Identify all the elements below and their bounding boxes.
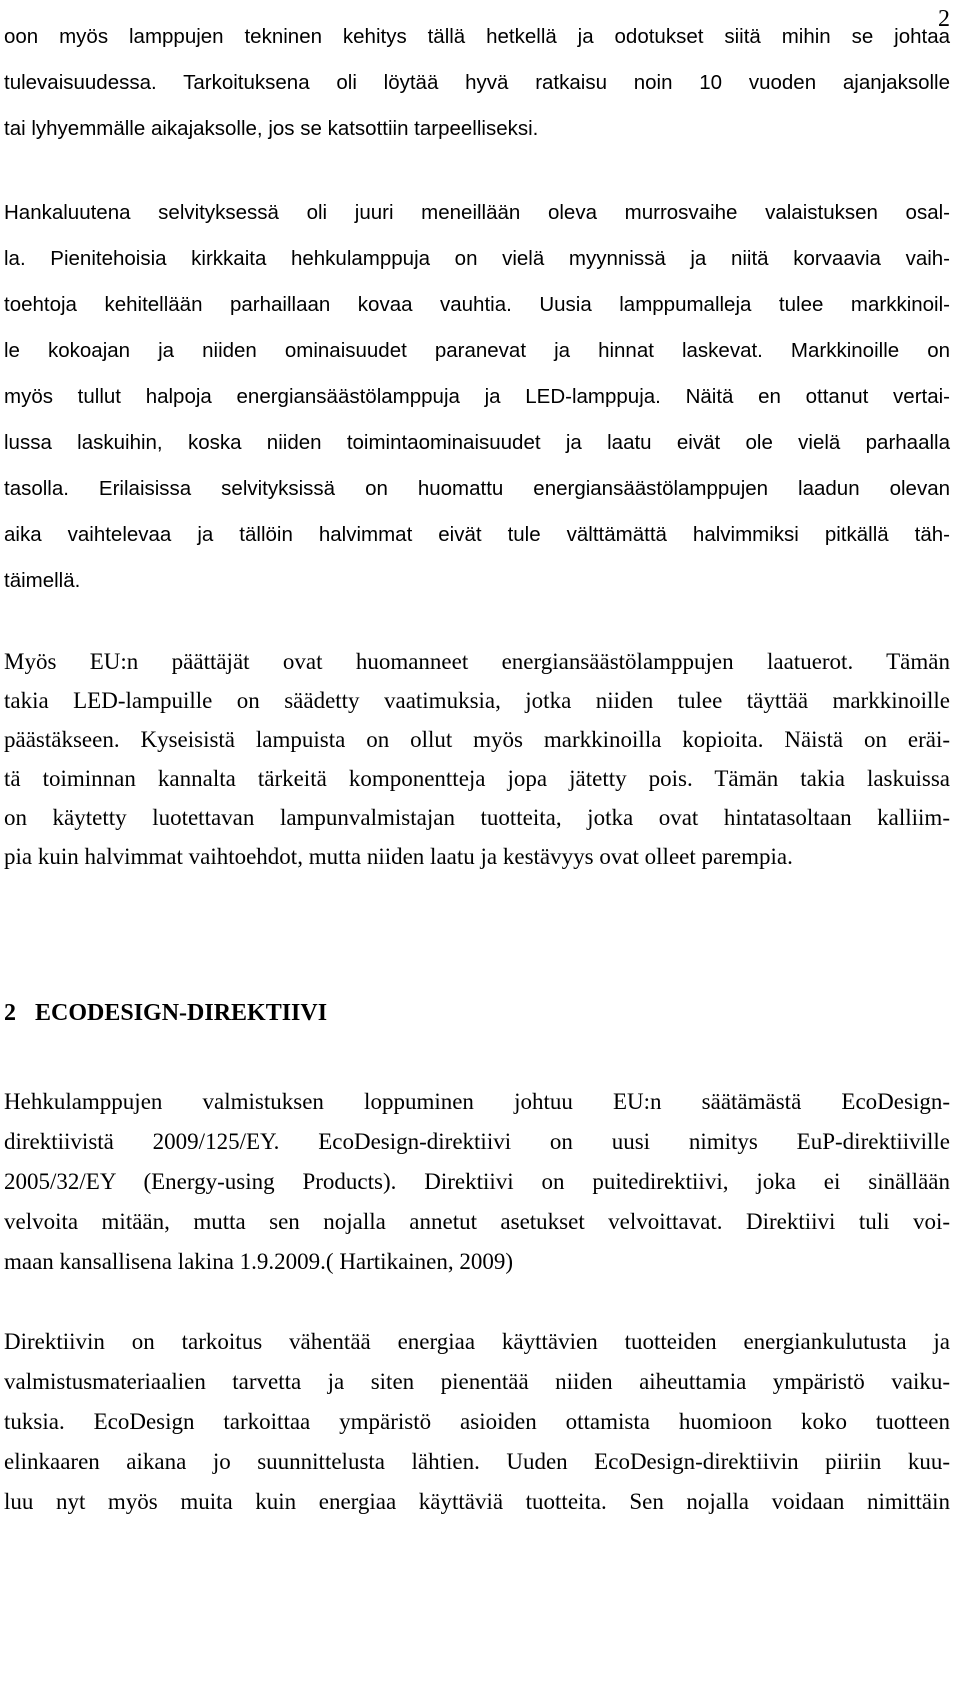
text-line: Hehkulamppujen valmistuksen loppuminen johtuu EU:n säätämästä EcoDesign- — [4, 1089, 950, 1114]
text-line: la. Pienitehoisia kirkkaita hehkulamppuja on vielä myynnissä ja niitä korvaavia vaih- — [4, 247, 950, 270]
text-line: tuksia. EcoDesign tarkoittaa ympäristö asioiden ottamista huomioon koko tuotteen — [4, 1409, 950, 1434]
paragraph-ecodesign-origin — [4, 1082, 950, 1282]
text-line: elinkaaren aikana jo suunnittelusta lähtien. Uuden EcoDesign-direktiivin piiriin kuu- — [4, 1449, 950, 1474]
document-body — [4, 14, 950, 1522]
section-title: ECODESIGN-DIREKTIIVI — [35, 1000, 328, 1026]
text-line: tai lyhyemmälle aikajaksolle, jos se katsottiin tarpeelliseksi. — [4, 117, 539, 140]
text-line: takia LED-lampuille on säädetty vaatimuksia, jotka niiden tulee täyttää markkinoille — [4, 688, 950, 713]
section-number: 2 — [4, 1000, 16, 1026]
text-line: Myös EU:n päättäjät ovat huomanneet energiansäästölamppujen laatuerot. Tämän — [4, 649, 950, 674]
text-line: Hankaluutena selvityksessä oli juuri meneillään oleva murrosvaihe valaistuksen osal- — [4, 201, 950, 224]
text-line: täimellä. — [4, 569, 81, 592]
text-line: on käytetty luotettavan lampunvalmistajan tuotteita, jotka ovat hintatasoltaan kalliim- — [4, 805, 950, 830]
paragraph-lamp-development — [4, 14, 950, 152]
page-number: 2 — [938, 6, 950, 32]
paragraph-eu-quality — [4, 642, 950, 876]
section-heading — [4, 996, 950, 1030]
text-line: aika vaihtelevaa ja tällöin halvimmat eivät tule välttämättä halvimmiksi pitkällä täh- — [4, 523, 950, 546]
text-line: maan kansallisena lakina 1.9.2009.( Hartikainen, 2009) — [4, 1249, 514, 1274]
text-line: toehtoja kehitellään parhaillaan kovaa vauhtia. Uusia lamppumalleja tulee markkinoil- — [4, 293, 950, 316]
text-line: tä toiminnan kannalta tärkeitä komponentteja jopa jätetty pois. Tämän takia laskuissa — [4, 766, 950, 791]
paragraph-transition-difficulty — [4, 190, 950, 604]
text-line: tasolla. Erilaisissa selvityksissä on huomattu energiansäästölamppujen laadun olevan — [4, 477, 950, 500]
text-line: pia kuin halvimmat vaihtoehdot, mutta niiden laatu ja kestävyys ovat olleet parempia. — [4, 844, 793, 869]
text-line: lussa laskuihin, koska niiden toimintaominaisuudet ja laatu eivät ole vielä parhaalla — [4, 431, 950, 454]
text-line: Direktiivin on tarkoitus vähentää energiaa käyttävien tuotteiden energiankulutusta ja — [4, 1329, 950, 1354]
text-line: päästäkseen. Kyseisistä lampuista on ollut myös markkinoilla kopioita. Näistä on eräi- — [4, 727, 950, 752]
text-line: le kokoajan ja niiden ominaisuudet paranevat ja hinnat laskevat. Markkinoille on — [4, 339, 950, 362]
text-line: tulevaisuudessa. Tarkoituksena oli löytää hyvä ratkaisu noin 10 vuoden ajanjaksolle — [4, 71, 950, 94]
text-line: velvoita mitään, mutta sen nojalla annetut asetukset velvoittavat. Direktiivi tuli voi- — [4, 1209, 950, 1234]
text-line: luu nyt myös muita kuin energiaa käyttäviä tuotteita. Sen nojalla voidaan nimittäin — [4, 1489, 950, 1514]
text-line: valmistusmateriaalien tarvetta ja siten pienentää niiden aiheuttamia ympäristö vaiku- — [4, 1369, 950, 1394]
text-line: 2005/32/EY (Energy-using Products). Direktiivi on puitedirektiivi, joka ei sinällään — [4, 1169, 950, 1194]
text-line: direktiivistä 2009/125/EY. EcoDesign-direktiivi on uusi nimitys EuP-direktiiville — [4, 1129, 950, 1154]
paragraph-directive-purpose — [4, 1322, 950, 1522]
text-line: oon myös lamppujen tekninen kehitys tällä hetkellä ja odotukset siitä mihin se johtaa — [4, 25, 950, 48]
text-line: myös tullut halpoja energiansäästölamppuja ja LED-lamppuja. Näitä en ottanut vertai- — [4, 385, 950, 408]
